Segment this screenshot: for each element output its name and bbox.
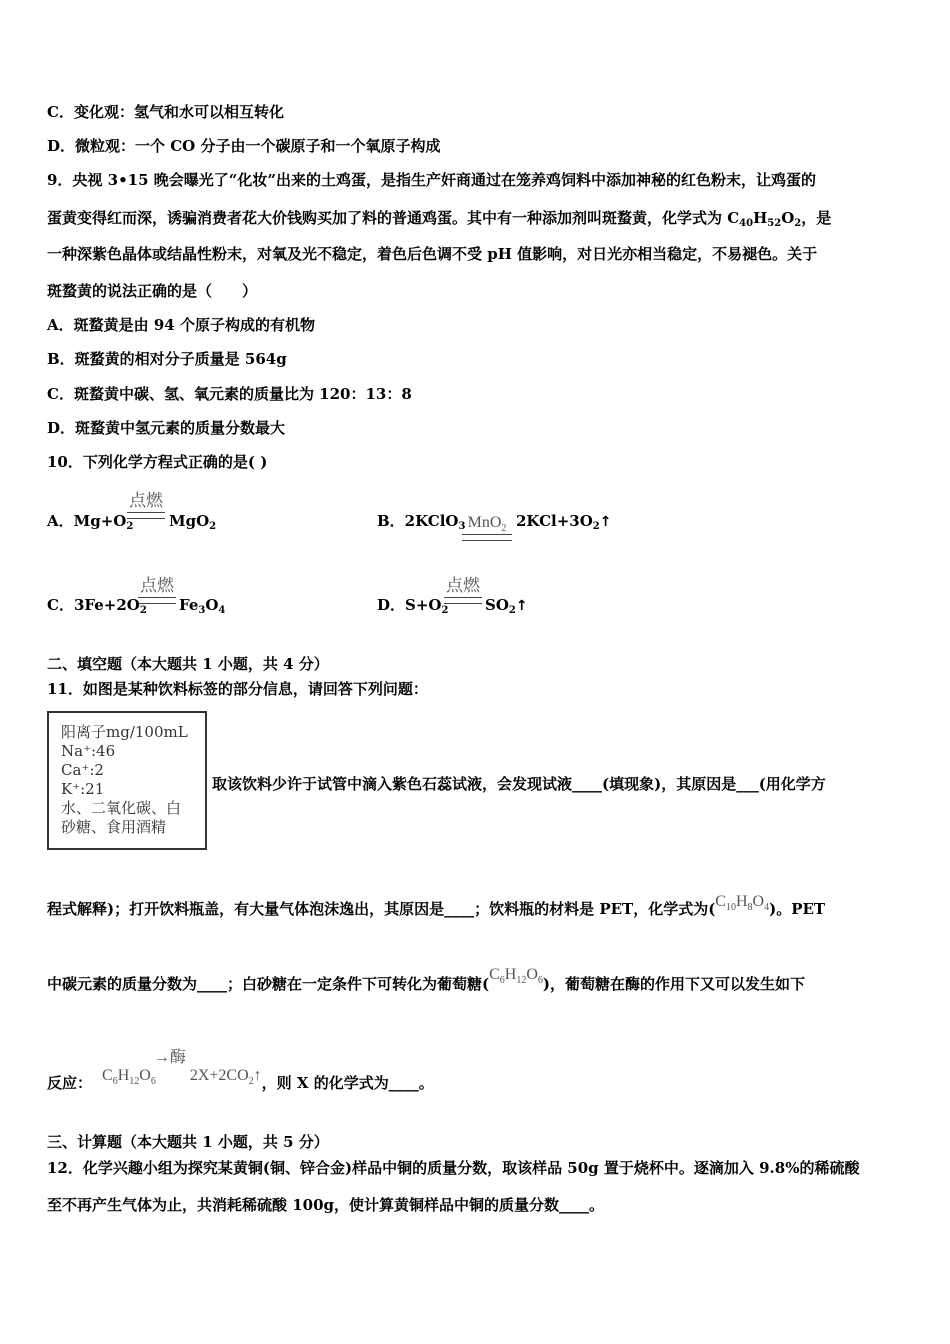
- q12-line-2: 至不再产生气体为止，共消耗稀硫酸 100g，使计算黄铜样品中铜的质量分数____。: [47, 1196, 605, 1214]
- label-line: 砂糖、食用酒精: [61, 818, 167, 836]
- q11-line-2: 程式解释)；打开饮料瓶盖，有大量气体泡沫逸出，其原因是____；饮料瓶的材料是 PET，化学式为$(C_{10}H_8O_4)$。PET: [47, 893, 826, 918]
- q8-option-d: D．微粒观：一个 CO 分子由一个碳原子和一个氧原子构成: [47, 137, 441, 155]
- q9-option-a: A．斑蝥黄是由 94 个原子构成的有机物: [47, 316, 315, 334]
- section-3-title: 三、计算题（本大题共 1 小题，共 5 分）: [47, 1133, 329, 1151]
- label-line: Ca⁺:2: [61, 761, 104, 779]
- q10-option-b-reactants: B．2KClO$_3$: [377, 512, 466, 532]
- q11-stem: 11．如图是某种饮料标签的部分信息，请回答下列问题：: [47, 680, 428, 698]
- q10-b-condition: MnO$_2$: [462, 512, 512, 542]
- q10-option-a-reactants: A．$Mg+O_2$: [47, 512, 134, 532]
- q10-option-d-reactants: D．$S+O_2$: [377, 596, 449, 616]
- q10-a-condition: 点燃: [127, 486, 165, 519]
- label-line: Na⁺:46: [61, 742, 116, 760]
- q11-line-4: 反应： $C_6H_{12}O_6\to$酶$2X+2CO_2↑$，则 X 的化学式为____。: [47, 1049, 434, 1092]
- q9-stem-line-3: 一种深紫色晶体或结晶性粉末，对氧及光不稳定，着色后色调不受 pH 值影响，对日光亦相当稳定，不易褪色。关于: [47, 245, 818, 263]
- q10-option-c-reactants: C．$3Fe+2O_2$: [47, 596, 147, 616]
- drink-label-box: [47, 711, 207, 850]
- q8-option-c: C．变化观：氢气和水可以相互转化: [47, 103, 284, 121]
- q10-c-condition: 点燃: [138, 571, 176, 604]
- q9-stem-line-2: 蛋黄变得红而深，诱骗消费者花大价钱购买加了料的普通鸡蛋。其中有一种添加剂叫斑蝥黄，化学式为 $C_{40}H_{52}O_2$，是: [47, 209, 832, 229]
- q10-option-c-product: $Fe_3O_4$: [179, 596, 226, 616]
- q10-option-b-product: $2KCl+3O_2↑$: [516, 512, 612, 532]
- q9-option-b: B．斑蝥黄的相对分子质量是 564g: [47, 350, 287, 368]
- q11-line-3: 中碳元素的质量分数为____；白砂糖在一定条件下可转化为葡萄糖$(C_6H_{12}O_6)$，葡萄糖在酶的作用下又可以发生如下: [47, 966, 806, 993]
- label-line: 阳离子mg/100mL: [61, 723, 188, 741]
- q10-d-condition: 点燃: [444, 571, 482, 604]
- section-2-title: 二、填空题（本大题共 1 小题，共 4 分）: [47, 655, 329, 673]
- q10-option-d-product: $SO_2↑$: [485, 596, 528, 616]
- q11-line-1: 取该饮料少许于试管中滴入紫色石蕊试液，会发现试液____(填现象)，其原因是___(用化学方: [212, 775, 826, 793]
- q9-stem-line-4: 斑蝥黄的说法正确的是（ ）: [47, 282, 258, 300]
- label-line: K⁺:21: [61, 780, 105, 798]
- q9-option-d: D．斑蝥黄中氢元素的质量分数最大: [47, 419, 286, 437]
- q10-option-a-product: MgO$_2$: [169, 512, 217, 532]
- label-line: 水、二氧化碳、白: [61, 799, 182, 817]
- q9-stem-line-1: 9．央视 3•15 晚会曝光了“化妆”出来的土鸡蛋，是指生产奸商通过在笼养鸡饲料中添加神秘的红色粉末，让鸡蛋的: [47, 171, 817, 189]
- q9-option-c: C．斑蝥黄中碳、氢、氧元素的质量比为 120：13：8: [47, 385, 412, 403]
- q10-stem: 10．下列化学方程式正确的是( ): [47, 453, 268, 471]
- q12-line-1: 12．化学兴趣小组为探究某黄铜(铜、锌合金)样品中铜的质量分数，取该样品 50g 置于烧杯中。逐滴加入 9.8%的稀硫酸: [47, 1159, 860, 1177]
